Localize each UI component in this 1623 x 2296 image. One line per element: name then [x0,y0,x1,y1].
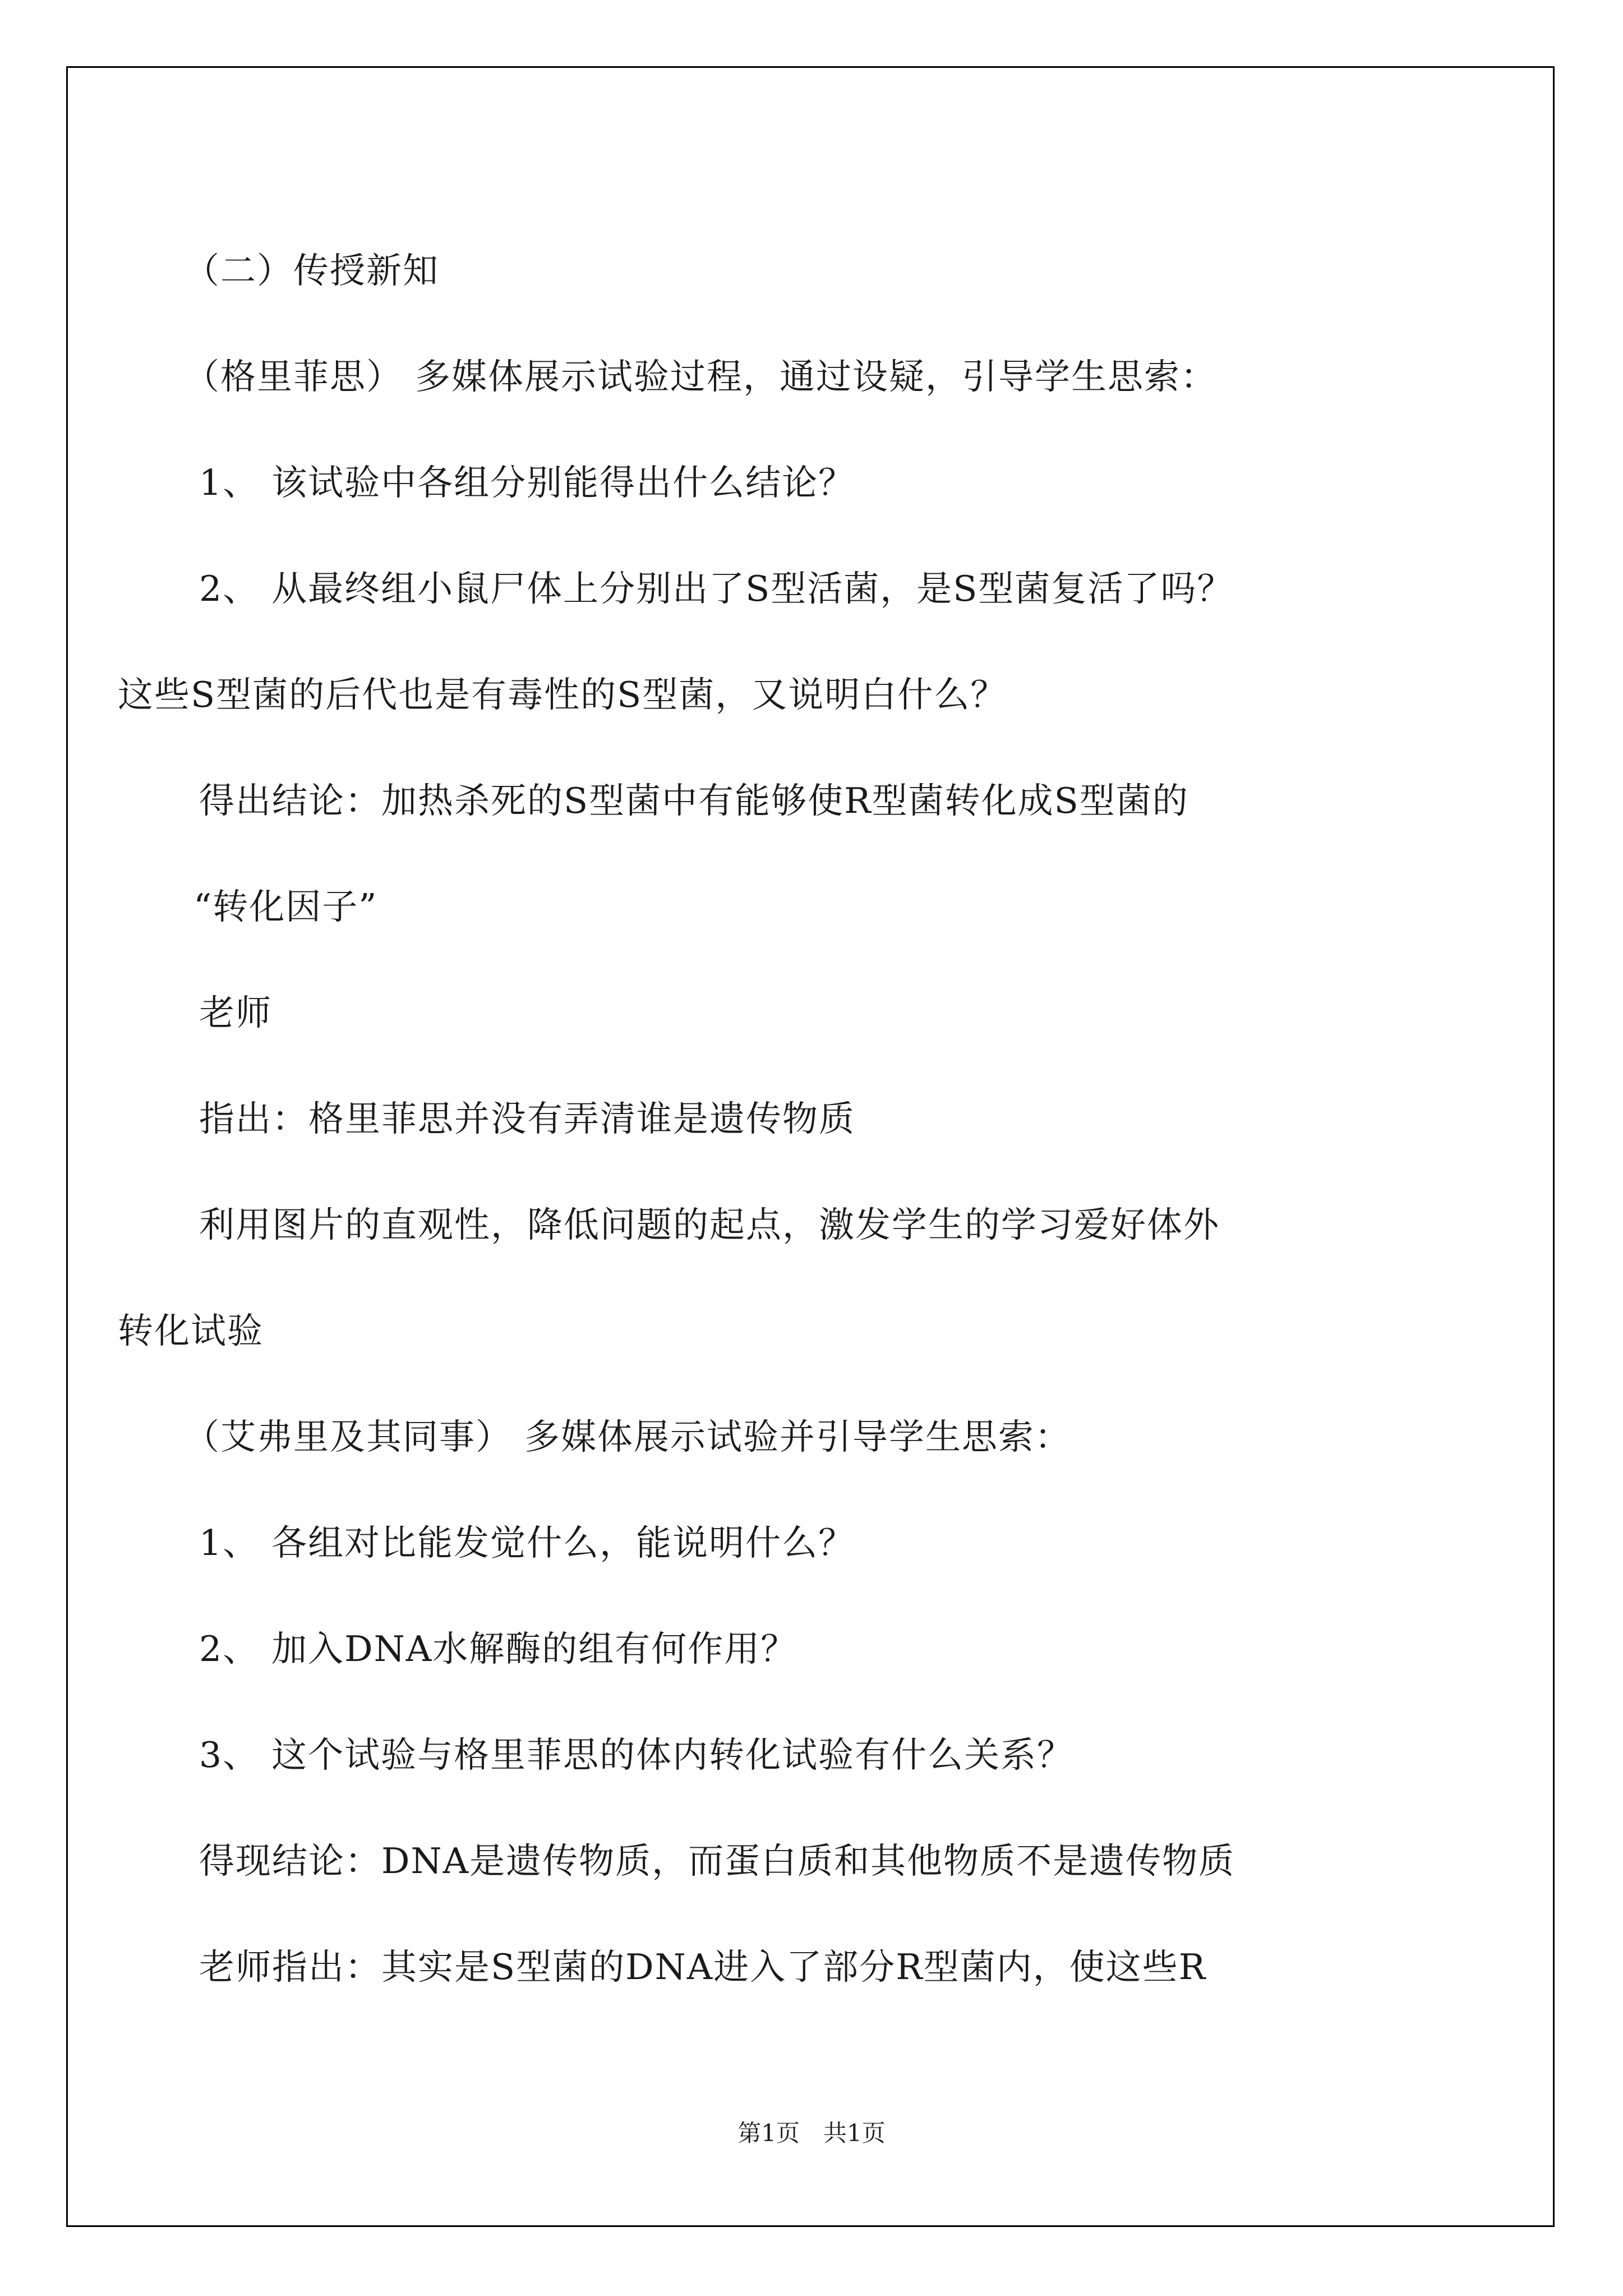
question-item: 1、 该试验中各组分别能得出什么结论？ [199,462,855,503]
question-item: 2、 从最终组小鼠尸体上分别出了S型活菌，是S型菌复活了吗？ [199,568,1234,609]
paragraph: 利用图片的直观性，降低问题的起点，激发学生的学习爱好体外 [199,1204,1220,1245]
paragraph-continuation: 转化试验 [118,1310,264,1351]
section-heading: （二）传授新知 [184,250,439,291]
paragraph: 指出：格里菲思并没有弄清谁是遗传物质 [199,1098,855,1139]
question-item: 3、 这个试验与格里菲思的体内转化试验有什么关系？ [199,1734,1074,1775]
question-item: 1、 各组对比能发觉什么，能说明什么？ [199,1522,855,1563]
paragraph-continuation: 这些S型菌的后代也是有毒性的S型菌，又说明白什么？ [118,674,1007,715]
paragraph: 老师 [199,992,272,1033]
page-footer: 第1页 共1页 [737,2119,886,2147]
paragraph: （艾弗里及其同事） 多媒体展示试验并引导学生思索： [184,1416,1072,1457]
question-item: 2、 加入DNA水解酶的组有何作用？ [199,1628,797,1669]
document-body [118,218,1478,2020]
paragraph: 得现结论：DNA是遗传物质，而蛋白质和其他物质不是遗传物质 [199,1841,1235,1881]
paragraph: （格里菲思） 多媒体展示试验过程，通过设疑，引导学生思索： [184,356,1218,397]
paragraph: 得出结论：加热杀死的S型菌中有能够使R型菌转化成S型菌的 [199,780,1189,821]
paragraph: 老师指出：其实是S型菌的DNA进入了部分R型菌内，使这些R [199,1947,1207,1987]
paragraph-continuation: “转化因子” [193,886,378,927]
